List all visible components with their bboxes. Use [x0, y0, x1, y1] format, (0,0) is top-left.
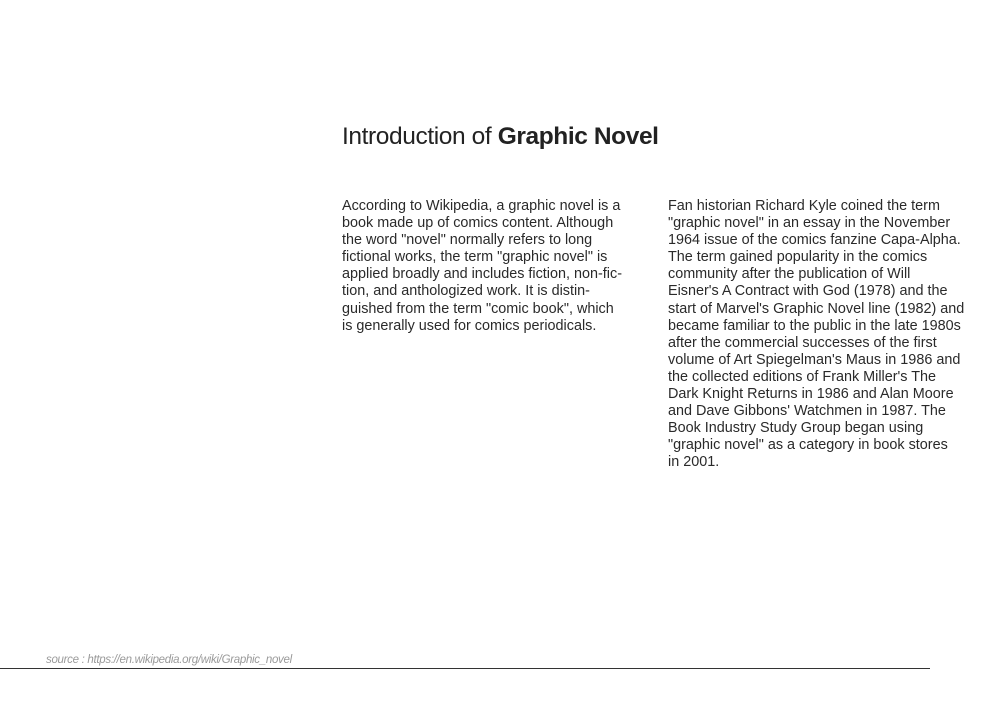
right-column-text: [668, 198, 968, 472]
paragraph-line: Dark Knight Returns in 1986 and Alan Moore: [668, 386, 954, 403]
paragraph-line: in 2001.: [668, 454, 720, 471]
paragraph-line: fictional works, the term "graphic novel" is: [342, 249, 608, 266]
paragraph-line: "graphic novel" as a category in book stores: [668, 437, 948, 454]
paragraph-line: after the commercial successes of the first: [668, 334, 937, 351]
title-prefix: Introduction of: [342, 123, 498, 150]
paragraph-line: start of Marvel's Graphic Novel line (1982) and: [668, 300, 965, 317]
paragraph-line: is generally used for comics periodicals.: [342, 317, 597, 334]
paragraph-line: Fan historian Richard Kyle coined the term: [668, 198, 940, 214]
paragraph-line: tion, and anthologized work. It is distin-: [342, 283, 590, 300]
paragraph-line: became familiar to the public in the late 1980s: [668, 317, 961, 334]
paragraph-line: community after the publication of Will: [668, 266, 911, 283]
left-column-text: [342, 198, 642, 335]
page-title: [342, 120, 659, 154]
paragraph-line: applied broadly and includes fiction, non-fic-: [342, 266, 622, 283]
title-emphasis: Graphic Novel: [497, 123, 659, 150]
footer-divider: [0, 668, 930, 669]
source-citation: source : https://en.wikipedia.org/wiki/Graphic_novel: [46, 654, 292, 666]
paragraph-line: guished from the term "comic book", which: [342, 300, 614, 317]
paragraph-line: the collected editions of Frank Miller's The: [668, 368, 937, 385]
paragraph-line: book made up of comics content. Although: [342, 215, 614, 232]
paragraph-line: Book Industry Study Group began using: [668, 420, 924, 437]
paragraph-line: According to Wikipedia, a graphic novel is a: [342, 198, 621, 214]
paragraph-line: volume of Art Spiegelman's Maus in 1986 and: [668, 351, 961, 368]
paragraph-line: Eisner's A Contract with God (1978) and the: [668, 283, 948, 300]
paragraph-line: the word "novel" normally refers to long: [342, 232, 593, 249]
paragraph-line: The term gained popularity in the comics: [668, 249, 928, 266]
paragraph-line: and Dave Gibbons' Watchmen in 1987. The: [668, 403, 946, 420]
paragraph-line: "graphic novel" in an essay in the November: [668, 215, 951, 232]
paragraph-line: 1964 issue of the comics fanzine Capa-Alpha.: [668, 232, 961, 249]
